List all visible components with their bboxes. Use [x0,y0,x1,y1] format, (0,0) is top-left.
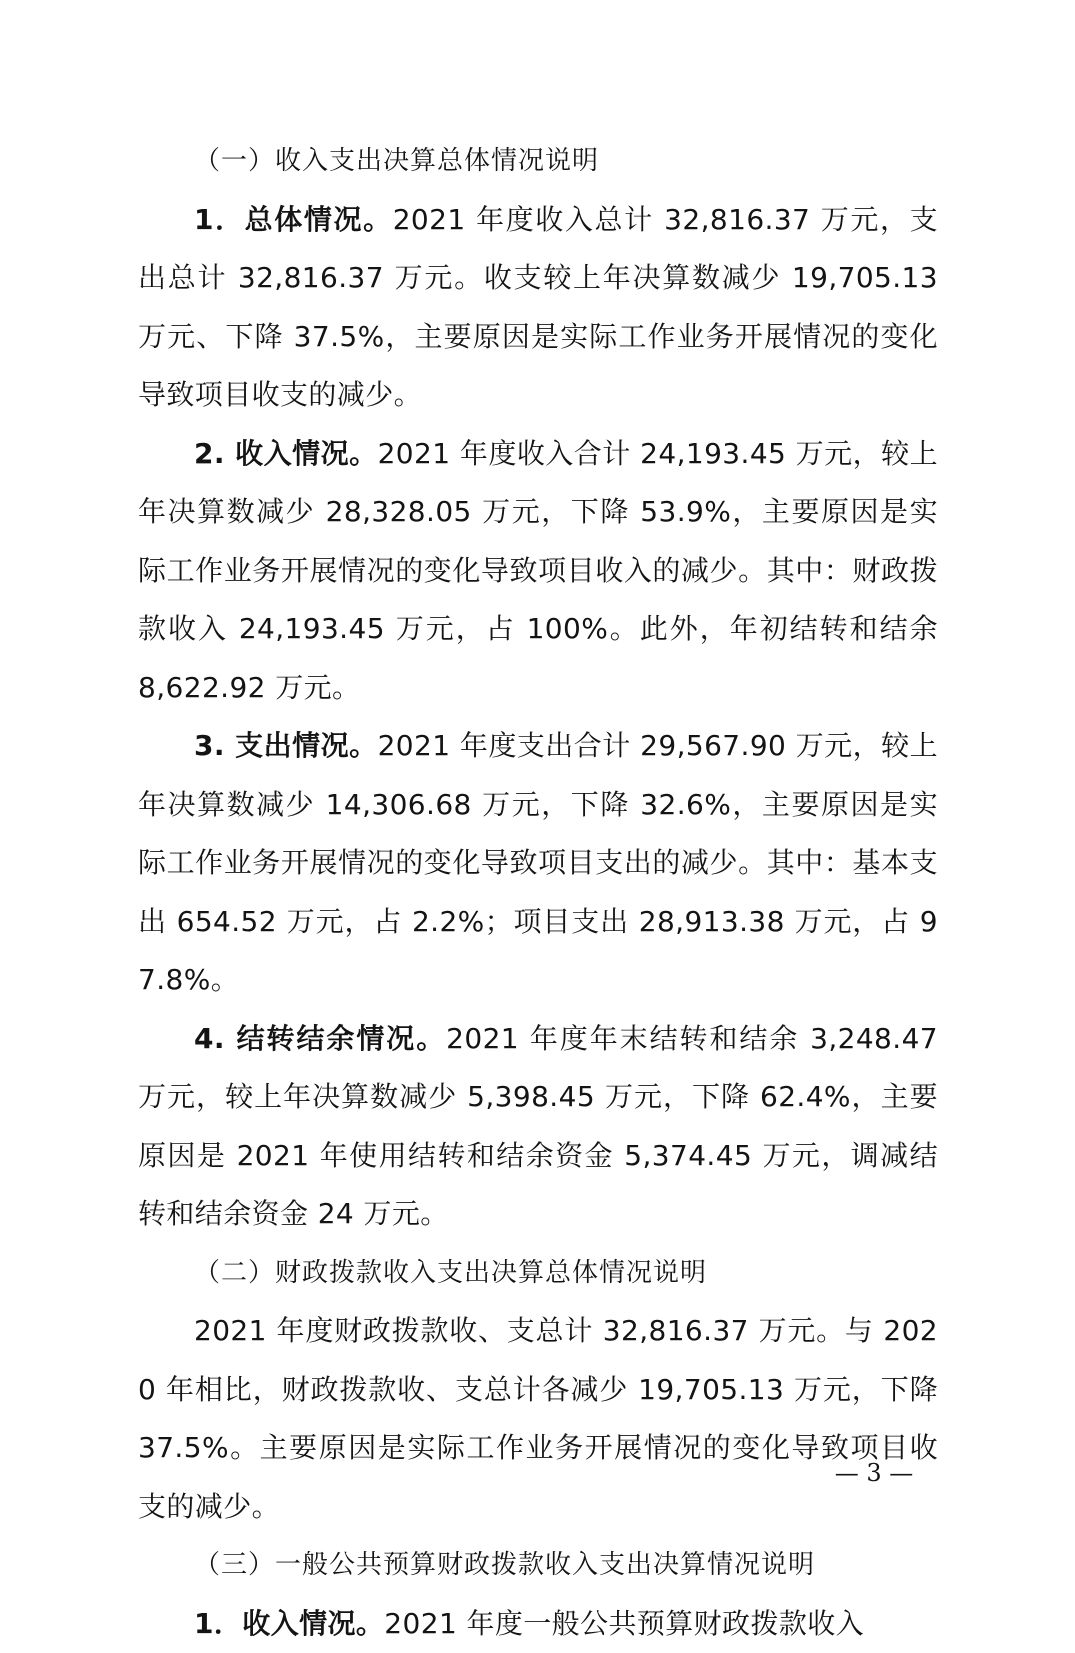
paragraph-lead: 3. 支出情况。 [194,729,378,762]
section-heading-1: （一）收入支出决算总体情况说明 [138,132,938,191]
paragraph-text: 2021 年度财政拨款收、支总计 32,816.37 万元。与 2020 年相比，财政拨款收、支总计各减少 19,705.13 万元，下降 37.5%。主要原因是实际工作业务开展情况的变化导致项目收支的减少。 [138,1314,938,1523]
paragraph-income-situation [138,425,938,718]
paragraph-text: 2021 年度收入合计 24,193.45 万元，较上年决算数减少 28,328.05 万元，下降 53.9%，主要原因是实际工作业务开展情况的变化导致项目收入的减少。其中：财政拨款收入 24,193.45 万元，占 100%。此外，年初结转和结余 8,622.92 万元。 [138,437,938,704]
paragraph-general-budget-income [138,1595,938,1653]
paragraph-text: 2021 年度收入总计 32,816.37 万元，支出总计 32,816.37 万元。收支较上年决算数减少 19,705.13 万元、下降 37.5%，主要原因是实际工作业务开展情况的变化导致项目收支的减少。 [138,203,938,412]
paragraph-expenditure-situation [138,717,938,1010]
paragraph-text: 2021 年度支出合计 29,567.90 万元，较上年决算数减少 14,306.68 万元，下降 32.6%，主要原因是实际工作业务开展情况的变化导致项目支出的减少。其中：基本支出 654.52 万元，占 2.2%；项目支出 28,913.38 万元，占 97.8%。 [138,729,938,996]
section-heading-3: （三）一般公共预算财政拨款收入支出决算情况说明 [138,1536,938,1595]
paragraph-carryover-situation [138,1010,938,1244]
paragraph-text: 2021 年度一般公共预算财政拨款收入 [384,1607,864,1640]
page-number: — 3 — [834,1458,914,1488]
paragraph-lead: 1．总体情况。 [194,203,393,236]
document-body [138,132,938,1653]
section-heading-2: （二）财政拨款收入支出决算总体情况说明 [138,1244,938,1303]
paragraph-lead: 1．收入情况。 [194,1607,384,1640]
paragraph-overall-situation [138,191,938,425]
paragraph-text: 2021 年度年末结转和结余 3,248.47 万元，较上年决算数减少 5,398.45 万元，下降 62.4%，主要原因是 2021 年使用结转和结余资金 5,374.45 万元，调减结转和结余资金 24 万元。 [138,1022,938,1231]
paragraph-lead: 4. 结转结余情况。 [194,1022,446,1055]
paragraph-fiscal-appropriation-overview [138,1302,938,1536]
paragraph-lead: 2. 收入情况。 [194,437,378,470]
